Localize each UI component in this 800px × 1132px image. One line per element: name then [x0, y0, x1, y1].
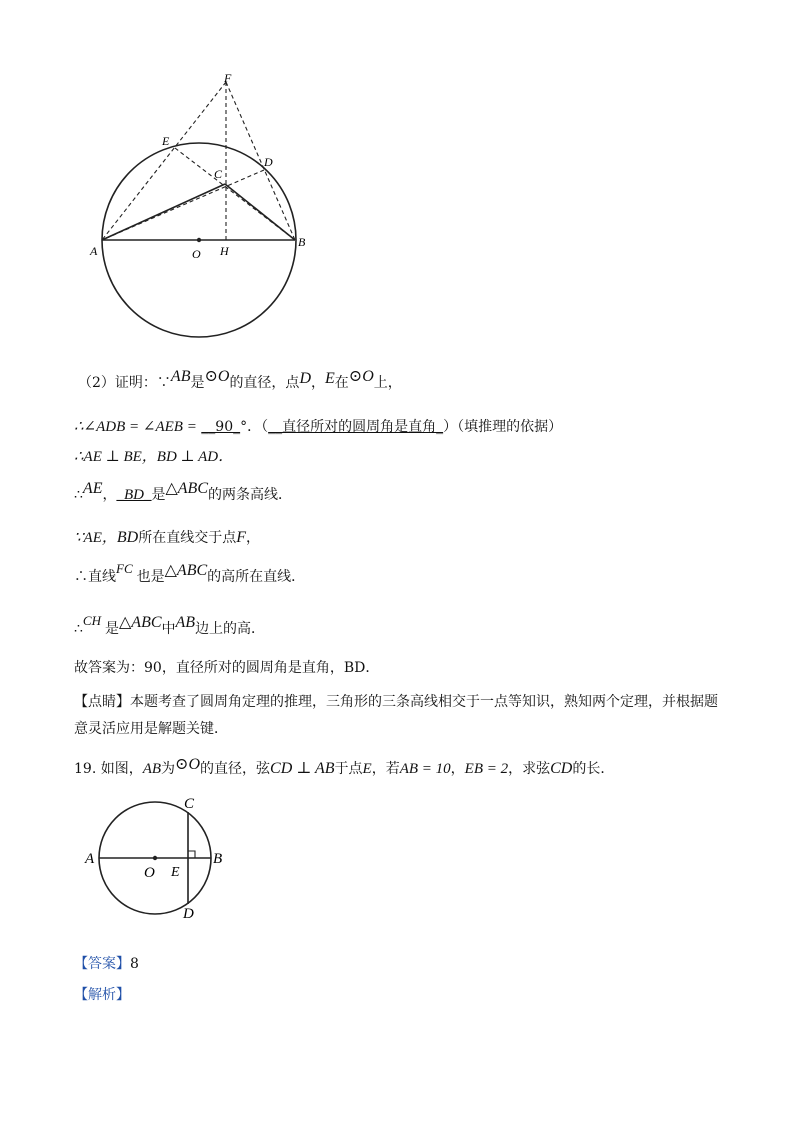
label2-A: A — [85, 851, 95, 867]
label2-B: B — [213, 851, 223, 867]
label-H: H — [220, 244, 229, 258]
label-C: C — [214, 167, 223, 181]
proof-line-6: ∴直线FC也是△ABC的高所在直线． — [74, 561, 306, 585]
label-F: F — [224, 71, 232, 85]
label-A: A — [90, 244, 98, 258]
label2-E: E — [171, 865, 180, 880]
proof-line-7: ∴CH是△ABC中AB边上的高． — [74, 613, 266, 637]
label-B: B — [298, 235, 306, 249]
figure-circle-chord — [80, 790, 230, 925]
question-19: 19. 如图，AB为⊙O的直径，弦CD ⊥ AB于点E，若AB = 10，EB = 2，求弦CD的长． — [74, 756, 615, 777]
label-E: E — [162, 134, 170, 148]
label2-O: O — [144, 865, 155, 881]
analysis-block: 【解析】 — [74, 987, 130, 1003]
answer-block: 【答案】8 — [74, 956, 139, 972]
label-O: O — [192, 247, 201, 261]
comment-line-2: 意灵活应用是解题关键． — [74, 721, 228, 737]
comment-line-1: 【点睛】本题考查了圆周角定理的推理，三角形的三条高线相交于一点等知识，熟知两个定理，并根据题 — [74, 694, 718, 710]
answer-summary: 故答案为：90，直径所对的圆周角是直角，BD． — [74, 660, 380, 676]
label2-D: D — [183, 906, 194, 922]
proof-line-2: ∴∠ADB = ∠AEB = __90_°．（__直径所对的圆周角是直角_）（填推理的依据） — [74, 419, 563, 435]
proof-line-3: ∴AE ⊥ BE，BD ⊥ AD． — [74, 449, 234, 465]
proof-line-4: ∴AE，_BD_是△ABC的两条高线． — [74, 480, 292, 503]
proof-line-5: ∵AE，BD所在直线交于点F， — [74, 529, 260, 546]
figure-circle-triangle — [80, 68, 320, 343]
label2-C: C — [184, 796, 195, 812]
label-D: D — [264, 155, 273, 169]
proof-line-1: （2）证明：∵AB是⊙O的直径，点D，E在⊙O上， — [78, 368, 402, 391]
